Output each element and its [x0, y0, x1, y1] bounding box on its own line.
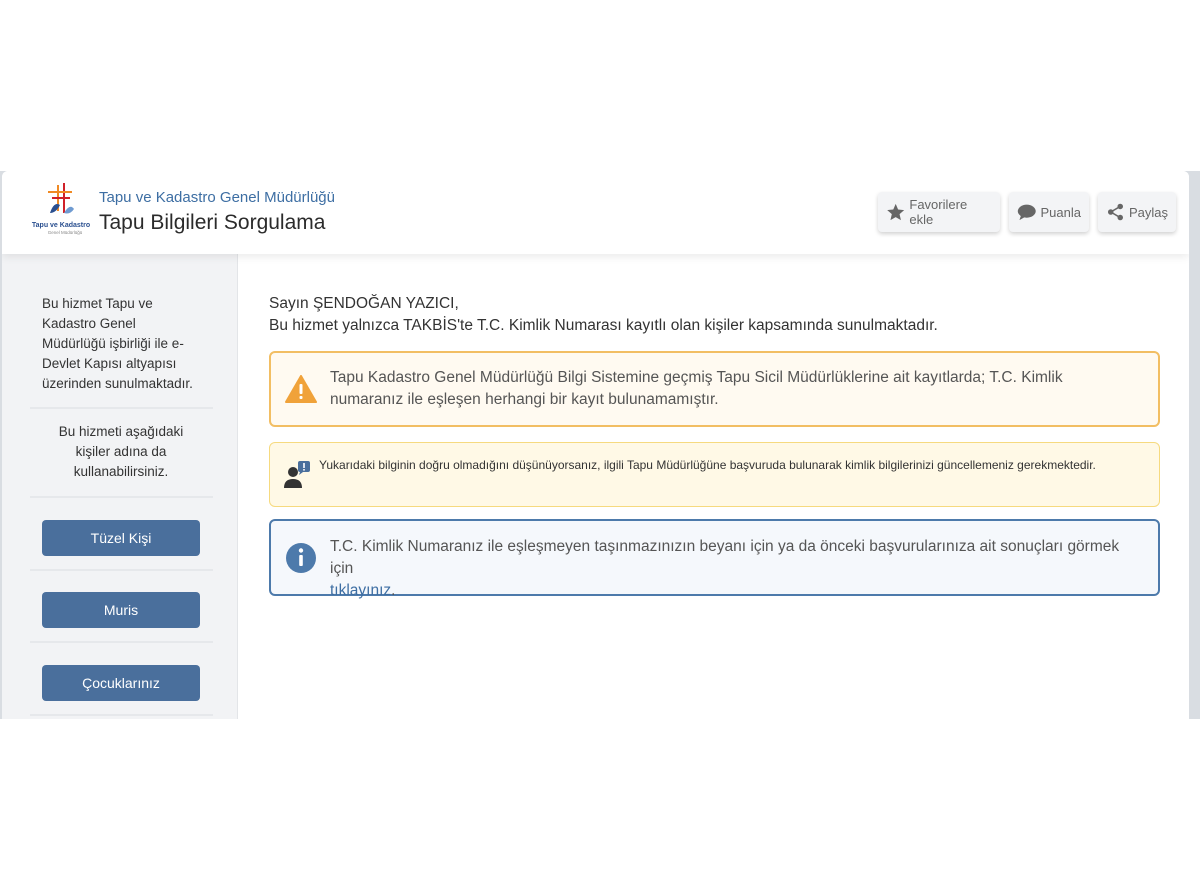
children-button[interactable]: Çocuklarınız	[42, 665, 200, 701]
svg-text:Genel Müdürlüğü: Genel Müdürlüğü	[47, 230, 83, 235]
info-text	[330, 536, 1140, 602]
warning-triangle-icon	[285, 375, 317, 403]
tkgm-logo	[30, 183, 92, 241]
org-name: Tapu ve Kadastro Genel Müdürlüğü	[99, 189, 335, 206]
warning-text: Tapu Kadastro Genel Müdürlüğü Bilgi Sistemine geçmiş Tapu Sicil Müdürlüklerine ait kayıtlarda; T.C. Kimlik numaranız ile eşleşen herhangi bir kayıt bulunamamıştır.	[330, 369, 1063, 408]
usage-note-text: Bu hizmeti aşağıdaki kişiler adına da kullanabilirsiniz.	[58, 424, 184, 479]
sidebar	[2, 254, 238, 719]
rate-label: Puanla	[1040, 204, 1081, 220]
click-here-link[interactable]: tıklayınız	[330, 582, 392, 599]
sidebar-divider	[30, 641, 213, 643]
info-suffix: .	[391, 582, 396, 599]
info-alert	[269, 519, 1160, 599]
share-button[interactable]	[1098, 192, 1176, 232]
share-label: Paylaş	[1128, 204, 1168, 220]
greeting-name: Sayın ŞENDOĞAN YAZICI,	[269, 295, 459, 312]
warning-alert	[269, 351, 1160, 427]
notice-alert	[269, 442, 1160, 507]
svg-text:Tapu ve Kadastro: Tapu ve Kadastro	[31, 222, 91, 229]
share-icon	[1106, 202, 1125, 222]
decedent-button[interactable]: Muris	[42, 592, 200, 628]
service-scope-text: Bu hizmet yalnızca TAKBİS'te T.C. Kimlik Numarası kayıtlı olan kişiler kapsamında sunulmaktadır.	[269, 317, 938, 334]
sidebar-divider	[30, 496, 213, 498]
notice-text: Yukarıdaki bilginin doğru olmadığını düşünüyorsanız, ilgili Tapu Müdürlüğüne başvuruda bulunarak kimlik bilgilerinizi güncellemeniz gerekmektedir.	[319, 458, 1096, 472]
speech-bubble-icon	[1017, 202, 1037, 222]
info-message: T.C. Kimlik Numaranız ile eşleşmeyen taşınmazınızın beyanı için ya da önceki başvurularınıza ait sonuçları görmek için	[330, 538, 1120, 577]
greeting	[269, 293, 938, 337]
sidebar-divider	[30, 407, 213, 409]
sidebar-divider	[30, 714, 213, 716]
user-alert-icon	[282, 460, 312, 490]
page-card	[2, 171, 1189, 719]
favorite-label: Favorilere ekle	[909, 197, 968, 227]
service-intro-text: Bu hizmet Tapu ve Kadastro Genel Müdürlüğü işbirliği ile e-Devlet Kapısı altyapısı üzerinden sunulmaktadır.	[42, 296, 193, 391]
sidebar-divider	[30, 569, 213, 571]
legal-entity-button[interactable]: Tüzel Kişi	[42, 520, 200, 556]
page-title: Tapu Bilgileri Sorgulama	[99, 211, 326, 234]
service-header	[2, 171, 1189, 254]
page-frame	[0, 171, 1200, 719]
favorite-button[interactable]	[878, 192, 1000, 232]
rate-button[interactable]	[1009, 192, 1089, 232]
star-icon	[886, 202, 905, 222]
info-icon	[285, 542, 317, 574]
